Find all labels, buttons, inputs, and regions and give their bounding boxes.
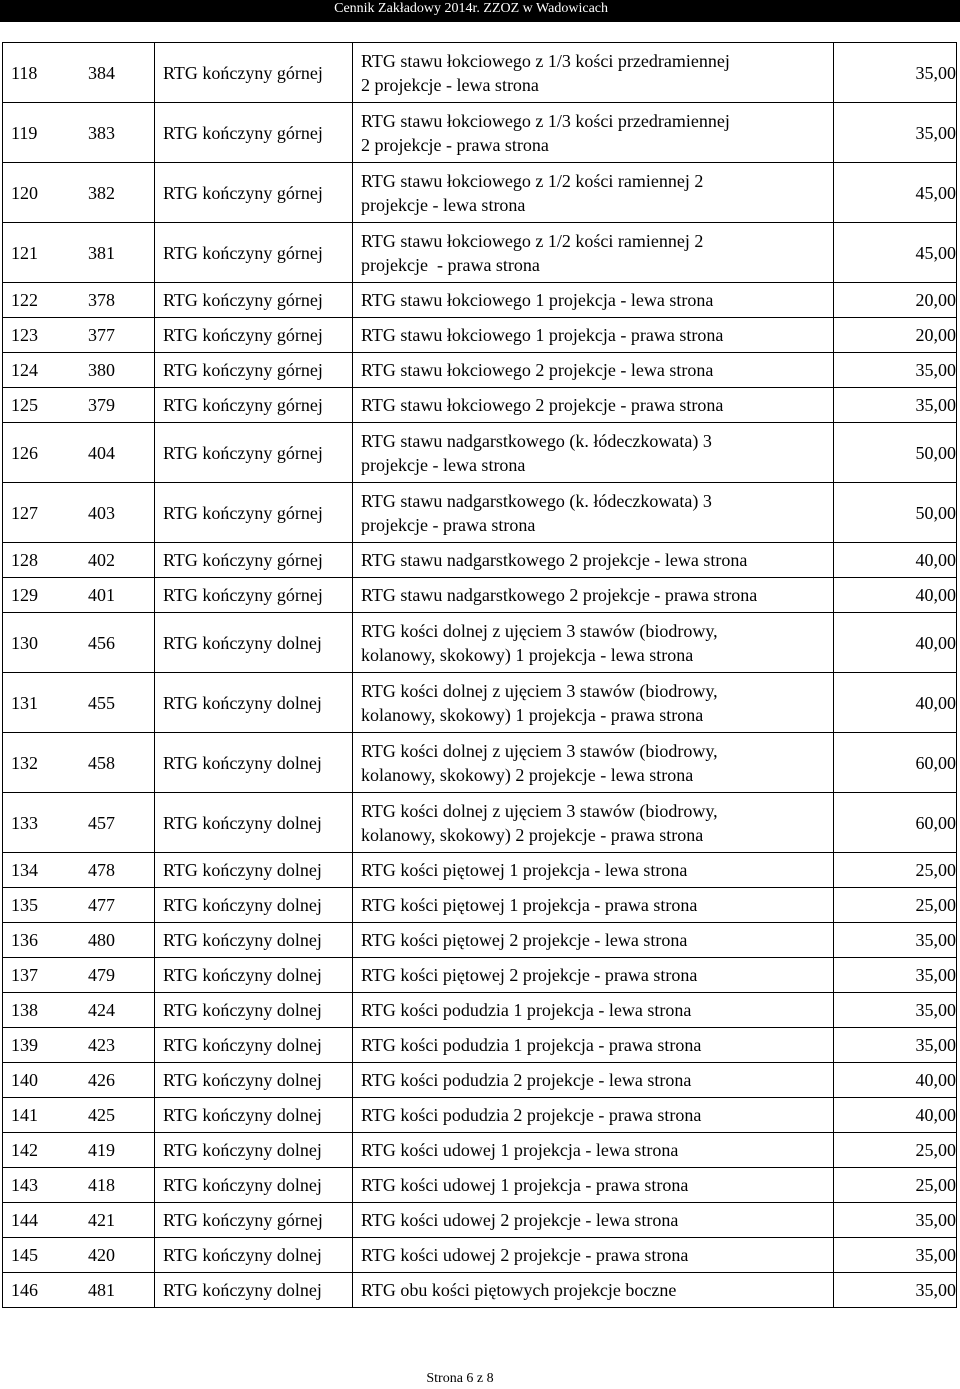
- procedure-category: RTG kończyny górnej: [155, 578, 353, 613]
- procedure-price: 35,00: [834, 1203, 957, 1238]
- row-number: 119: [3, 103, 81, 163]
- description-line: projekcje - prawa strona: [361, 514, 536, 535]
- description-line: RTG kości piętowej 2 projekcje - prawa strona: [361, 965, 698, 985]
- table-row: [3, 1028, 957, 1063]
- price-table-body: [3, 43, 957, 1308]
- procedure-code: 423: [80, 1028, 155, 1063]
- row-number: 144: [3, 1203, 81, 1238]
- row-number: 138: [3, 993, 81, 1028]
- procedure-category: RTG kończyny dolnej: [155, 1063, 353, 1098]
- table-row: [3, 733, 957, 793]
- procedure-category: RTG kończyny dolnej: [155, 1168, 353, 1203]
- row-number: 126: [3, 423, 81, 483]
- header-band: [0, 0, 960, 22]
- procedure-code: 403: [80, 483, 155, 543]
- procedure-category: RTG kończyny górnej: [155, 1203, 353, 1238]
- procedure-code: 381: [80, 223, 155, 283]
- description-line: RTG kości udowej 1 projekcja - lewa strona: [361, 1140, 679, 1160]
- procedure-category: RTG kończyny dolnej: [155, 1133, 353, 1168]
- procedure-code: 421: [80, 1203, 155, 1238]
- procedure-description: [353, 888, 834, 923]
- procedure-price: 25,00: [834, 853, 957, 888]
- row-number: 134: [3, 853, 81, 888]
- procedure-price: 35,00: [834, 1273, 957, 1308]
- procedure-category: RTG kończyny dolnej: [155, 733, 353, 793]
- description-line: RTG kości udowej 2 projekcje - prawa strona: [361, 1245, 689, 1265]
- procedure-description: [353, 103, 834, 163]
- procedure-description: [353, 673, 834, 733]
- table-row: [3, 223, 957, 283]
- procedure-category: RTG kończyny górnej: [155, 388, 353, 423]
- description-line: RTG stawu nadgarstkowego (k. łódeczkowata) 3: [361, 490, 712, 511]
- procedure-price: 35,00: [834, 353, 957, 388]
- procedure-price: 35,00: [834, 103, 957, 163]
- table-row: [3, 423, 957, 483]
- table-row: [3, 483, 957, 543]
- procedure-price: 20,00: [834, 318, 957, 353]
- description-line: RTG stawu nadgarstkowego 2 projekcje - prawa strona: [361, 585, 758, 605]
- procedure-category: RTG kończyny górnej: [155, 283, 353, 318]
- table-row: [3, 163, 957, 223]
- description-line: kolanowy, skokowy) 1 projekcja - lewa strona: [361, 644, 694, 665]
- procedure-price: 35,00: [834, 923, 957, 958]
- procedure-price: 25,00: [834, 888, 957, 923]
- procedure-category: RTG kończyny górnej: [155, 318, 353, 353]
- row-number: 145: [3, 1238, 81, 1273]
- procedure-price: 20,00: [834, 283, 957, 318]
- row-number: 137: [3, 958, 81, 993]
- procedure-description: [353, 1063, 834, 1098]
- procedure-description: [353, 1098, 834, 1133]
- procedure-price: 50,00: [834, 423, 957, 483]
- row-number: 125: [3, 388, 81, 423]
- row-number: 124: [3, 353, 81, 388]
- row-number: 123: [3, 318, 81, 353]
- table-row: [3, 283, 957, 318]
- procedure-description: [353, 613, 834, 673]
- row-number: 141: [3, 1098, 81, 1133]
- procedure-code: 401: [80, 578, 155, 613]
- procedure-description: [353, 1203, 834, 1238]
- description-line: RTG kości dolnej z ujęciem 3 stawów (biodrowy,: [361, 620, 718, 641]
- procedure-code: 419: [80, 1133, 155, 1168]
- table-row: [3, 103, 957, 163]
- procedure-description: [353, 283, 834, 318]
- row-number: 128: [3, 543, 81, 578]
- table-row: [3, 318, 957, 353]
- procedure-price: 45,00: [834, 163, 957, 223]
- procedure-code: 418: [80, 1168, 155, 1203]
- description-line: RTG kości podudzia 1 projekcja - prawa strona: [361, 1035, 702, 1055]
- row-number: 120: [3, 163, 81, 223]
- procedure-code: 458: [80, 733, 155, 793]
- description-line: RTG stawu łokciowego 2 projekcje - lewa strona: [361, 360, 714, 380]
- description-line: RTG obu kości piętowych projekcje boczne: [361, 1280, 677, 1300]
- procedure-price: 25,00: [834, 1133, 957, 1168]
- procedure-description: [353, 318, 834, 353]
- procedure-code: 456: [80, 613, 155, 673]
- procedure-category: RTG kończyny dolnej: [155, 1028, 353, 1063]
- row-number: 122: [3, 283, 81, 318]
- table-row: [3, 993, 957, 1028]
- row-number: 140: [3, 1063, 81, 1098]
- description-line: RTG stawu łokciowego z 1/3 kości przedramiennej: [361, 50, 730, 71]
- procedure-code: 383: [80, 103, 155, 163]
- table-row: [3, 43, 957, 103]
- procedure-price: 40,00: [834, 1063, 957, 1098]
- procedure-category: RTG kończyny dolnej: [155, 853, 353, 888]
- procedure-description: [353, 1133, 834, 1168]
- procedure-price: 35,00: [834, 958, 957, 993]
- row-number: 121: [3, 223, 81, 283]
- row-number: 131: [3, 673, 81, 733]
- description-line: RTG kości podudzia 2 projekcje - prawa strona: [361, 1105, 702, 1125]
- description-line: projekcje - lewa strona: [361, 194, 526, 215]
- procedure-description: [353, 733, 834, 793]
- procedure-price: 45,00: [834, 223, 957, 283]
- procedure-price: 40,00: [834, 613, 957, 673]
- procedure-code: 377: [80, 318, 155, 353]
- description-line: RTG stawu łokciowego z 1/3 kości przedramiennej: [361, 110, 730, 131]
- row-number: 133: [3, 793, 81, 853]
- document-title: Cennik Zakładowy 2014r. ZZOZ w Wadowicach: [334, 1, 608, 16]
- price-table: [2, 42, 957, 1308]
- row-number: 132: [3, 733, 81, 793]
- procedure-price: 60,00: [834, 793, 957, 853]
- table-row: [3, 353, 957, 388]
- procedure-price: 40,00: [834, 578, 957, 613]
- table-row: [3, 1273, 957, 1308]
- procedure-price: 40,00: [834, 543, 957, 578]
- procedure-category: RTG kończyny dolnej: [155, 958, 353, 993]
- procedure-description: [353, 1168, 834, 1203]
- description-line: RTG stawu łokciowego 2 projekcje - prawa strona: [361, 395, 724, 415]
- procedure-category: RTG kończyny górnej: [155, 103, 353, 163]
- procedure-category: RTG kończyny górnej: [155, 483, 353, 543]
- description-line: RTG stawu łokciowego 1 projekcja - lewa strona: [361, 290, 714, 310]
- procedure-category: RTG kończyny dolnej: [155, 993, 353, 1028]
- procedure-category: RTG kończyny dolnej: [155, 613, 353, 673]
- description-line: RTG kości dolnej z ujęciem 3 stawów (biodrowy,: [361, 800, 718, 821]
- procedure-description: [353, 388, 834, 423]
- table-row: [3, 1168, 957, 1203]
- table-row: [3, 958, 957, 993]
- table-row: [3, 793, 957, 853]
- procedure-category: RTG kończyny dolnej: [155, 793, 353, 853]
- procedure-code: 384: [80, 43, 155, 103]
- procedure-category: RTG kończyny górnej: [155, 423, 353, 483]
- procedure-code: 402: [80, 543, 155, 578]
- table-row: [3, 1063, 957, 1098]
- table-row: [3, 1098, 957, 1133]
- procedure-category: RTG kończyny górnej: [155, 163, 353, 223]
- procedure-code: 425: [80, 1098, 155, 1133]
- row-number: 143: [3, 1168, 81, 1203]
- table-row: [3, 1238, 957, 1273]
- description-line: RTG stawu łokciowego z 1/2 kości ramiennej 2: [361, 230, 704, 251]
- procedure-price: 50,00: [834, 483, 957, 543]
- description-line: RTG kości podudzia 2 projekcje - lewa strona: [361, 1070, 692, 1090]
- procedure-code: 477: [80, 888, 155, 923]
- procedure-price: 35,00: [834, 1238, 957, 1273]
- procedure-price: 35,00: [834, 388, 957, 423]
- table-row: [3, 578, 957, 613]
- row-number: 146: [3, 1273, 81, 1308]
- procedure-code: 457: [80, 793, 155, 853]
- procedure-code: 378: [80, 283, 155, 318]
- description-line: RTG kości piętowej 1 projekcja - prawa strona: [361, 895, 698, 915]
- procedure-description: [353, 578, 834, 613]
- procedure-price: 25,00: [834, 1168, 957, 1203]
- procedure-description: [353, 163, 834, 223]
- description-line: projekcje - lewa strona: [361, 454, 526, 475]
- procedure-price: 40,00: [834, 673, 957, 733]
- table-row: [3, 613, 957, 673]
- procedure-code: 379: [80, 388, 155, 423]
- description-line: 2 projekcje - lewa strona: [361, 74, 539, 95]
- description-line: 2 projekcje - prawa strona: [361, 134, 549, 155]
- procedure-category: RTG kończyny górnej: [155, 353, 353, 388]
- description-line: projekcje - prawa strona: [361, 254, 540, 275]
- description-line: kolanowy, skokowy) 2 projekcje - prawa strona: [361, 824, 704, 845]
- procedure-category: RTG kończyny dolnej: [155, 1098, 353, 1133]
- description-line: RTG kości piętowej 2 projekcje - lewa strona: [361, 930, 688, 950]
- procedure-code: 478: [80, 853, 155, 888]
- procedure-category: RTG kończyny dolnej: [155, 888, 353, 923]
- table-row: [3, 1203, 957, 1238]
- procedure-price: 60,00: [834, 733, 957, 793]
- procedure-category: RTG kończyny górnej: [155, 223, 353, 283]
- procedure-description: [353, 958, 834, 993]
- procedure-price: 35,00: [834, 43, 957, 103]
- description-line: RTG stawu łokciowego z 1/2 kości ramiennej 2: [361, 170, 704, 191]
- procedure-code: 426: [80, 1063, 155, 1098]
- description-line: RTG stawu nadgarstkowego (k. łódeczkowata) 3: [361, 430, 712, 451]
- procedure-description: [353, 853, 834, 888]
- procedure-description: [353, 923, 834, 958]
- procedure-category: RTG kończyny dolnej: [155, 923, 353, 958]
- description-line: RTG kości piętowej 1 projekcja - lewa strona: [361, 860, 688, 880]
- procedure-code: 424: [80, 993, 155, 1028]
- procedure-code: 480: [80, 923, 155, 958]
- procedure-code: 455: [80, 673, 155, 733]
- procedure-code: 380: [80, 353, 155, 388]
- procedure-category: RTG kończyny górnej: [155, 43, 353, 103]
- procedure-description: [353, 43, 834, 103]
- row-number: 130: [3, 613, 81, 673]
- procedure-category: RTG kończyny górnej: [155, 543, 353, 578]
- table-row: [3, 543, 957, 578]
- procedure-category: RTG kończyny dolnej: [155, 673, 353, 733]
- table-row: [3, 888, 957, 923]
- procedure-description: [353, 1238, 834, 1273]
- table-row: [3, 388, 957, 423]
- procedure-description: [353, 353, 834, 388]
- row-number: 136: [3, 923, 81, 958]
- procedure-description: [353, 543, 834, 578]
- procedure-description: [353, 423, 834, 483]
- page-number: Strona 6 z 8: [426, 1371, 494, 1386]
- row-number: 135: [3, 888, 81, 923]
- row-number: 118: [3, 43, 81, 103]
- procedure-category: RTG kończyny dolnej: [155, 1238, 353, 1273]
- description-line: RTG kości dolnej z ujęciem 3 stawów (biodrowy,: [361, 680, 718, 701]
- row-number: 129: [3, 578, 81, 613]
- row-number: 142: [3, 1133, 81, 1168]
- table-row: [3, 853, 957, 888]
- table-row: [3, 1133, 957, 1168]
- procedure-category: RTG kończyny dolnej: [155, 1273, 353, 1308]
- description-line: RTG stawu nadgarstkowego 2 projekcje - lewa strona: [361, 550, 748, 570]
- procedure-code: 382: [80, 163, 155, 223]
- description-line: RTG kości udowej 2 projekcje - lewa strona: [361, 1210, 679, 1230]
- table-row: [3, 673, 957, 733]
- description-line: RTG kości udowej 1 projekcja - prawa strona: [361, 1175, 689, 1195]
- procedure-description: [353, 1273, 834, 1308]
- procedure-price: 40,00: [834, 1098, 957, 1133]
- procedure-price: 35,00: [834, 1028, 957, 1063]
- procedure-description: [353, 1028, 834, 1063]
- procedure-code: 479: [80, 958, 155, 993]
- description-line: RTG kości dolnej z ujęciem 3 stawów (biodrowy,: [361, 740, 718, 761]
- procedure-code: 420: [80, 1238, 155, 1273]
- procedure-description: [353, 223, 834, 283]
- procedure-description: [353, 483, 834, 543]
- procedure-price: 35,00: [834, 993, 957, 1028]
- row-number: 139: [3, 1028, 81, 1063]
- description-line: RTG stawu łokciowego 1 projekcja - prawa strona: [361, 325, 724, 345]
- procedure-description: [353, 793, 834, 853]
- description-line: kolanowy, skokowy) 2 projekcje - lewa strona: [361, 764, 694, 785]
- row-number: 127: [3, 483, 81, 543]
- procedure-code: 481: [80, 1273, 155, 1308]
- table-row: [3, 923, 957, 958]
- procedure-description: [353, 993, 834, 1028]
- description-line: kolanowy, skokowy) 1 projekcja - prawa strona: [361, 704, 704, 725]
- description-line: RTG kości podudzia 1 projekcja - lewa strona: [361, 1000, 692, 1020]
- procedure-code: 404: [80, 423, 155, 483]
